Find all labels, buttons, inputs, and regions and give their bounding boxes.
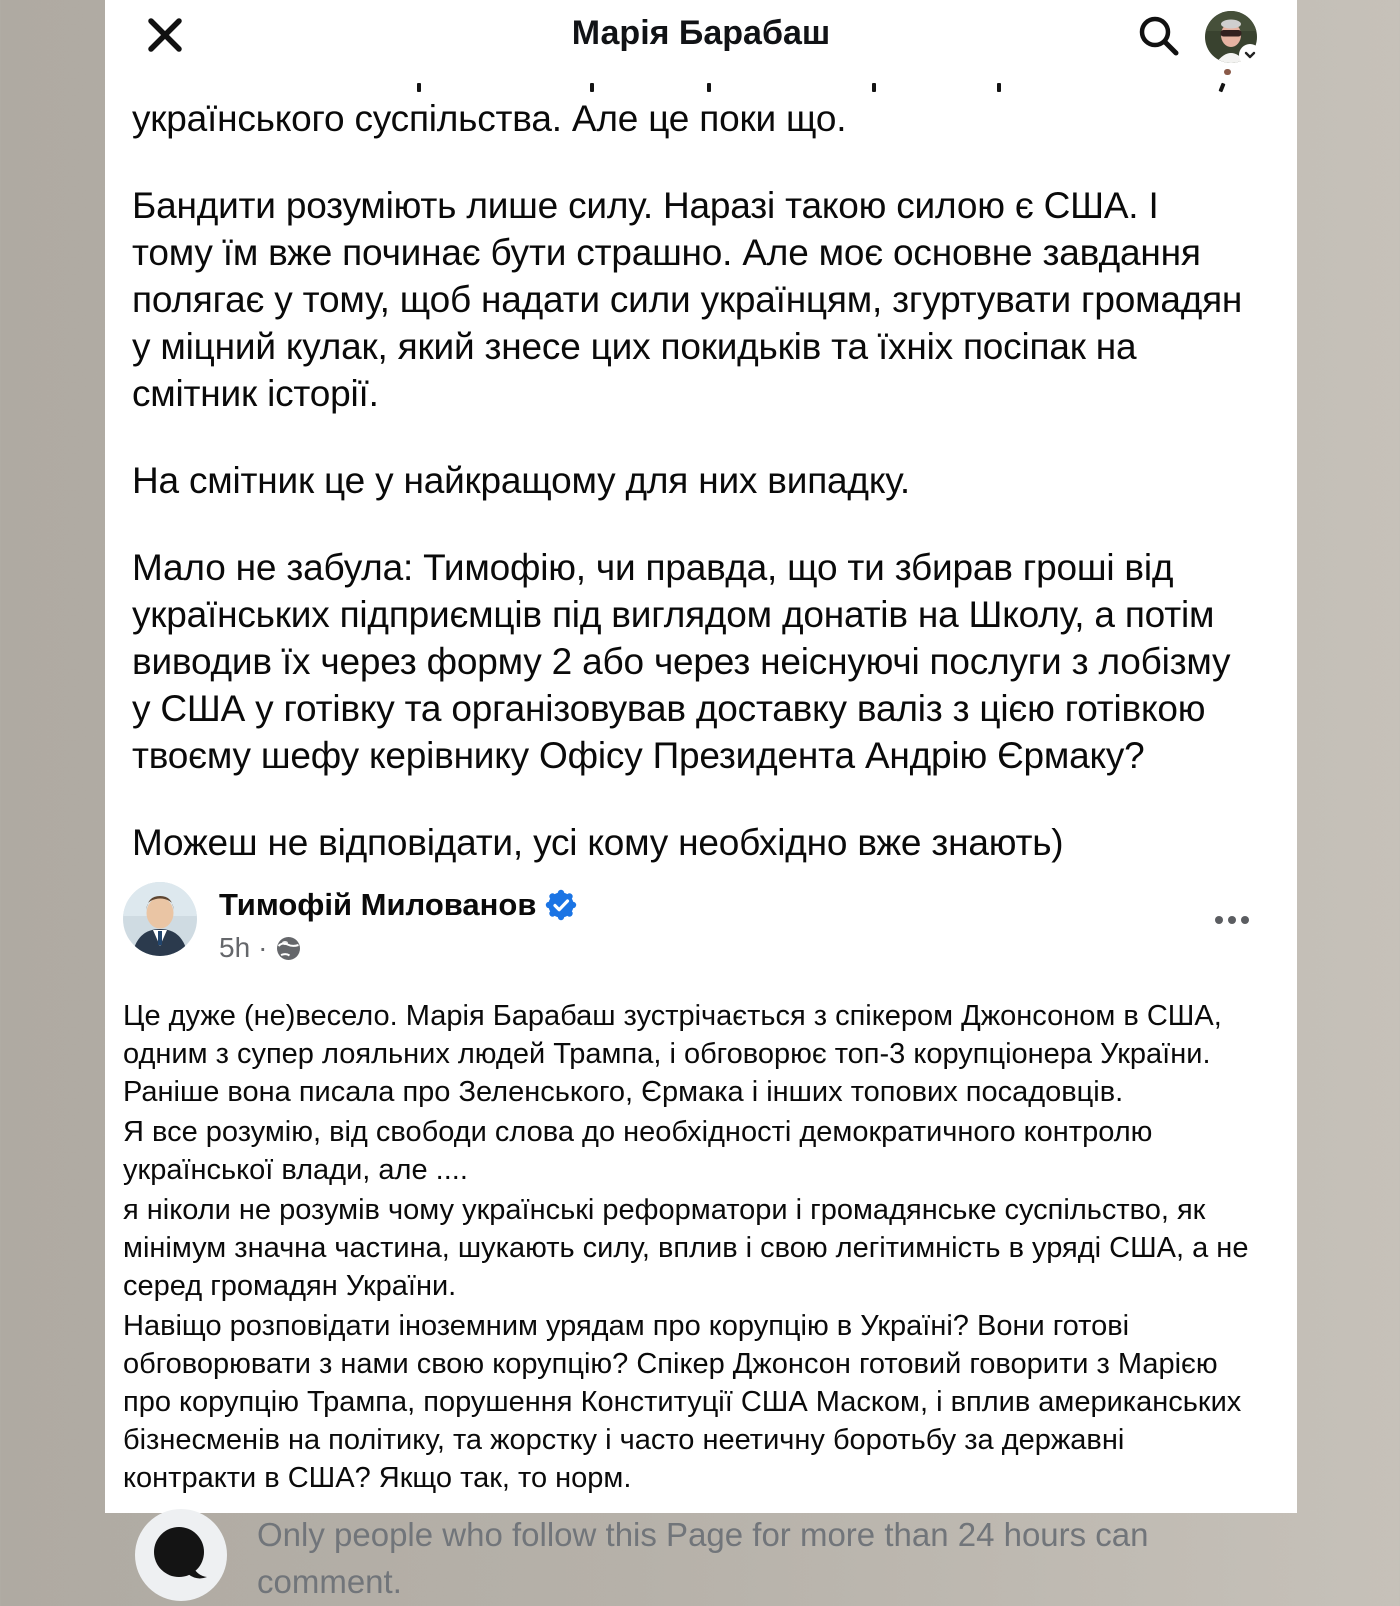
comment-restriction-text: Only people who follow this Page for more than 24 hours can comment. xyxy=(257,1516,1149,1600)
search-button[interactable] xyxy=(1135,12,1183,60)
more-options-button[interactable] xyxy=(1211,912,1253,928)
speech-bubble-icon xyxy=(135,1509,227,1601)
comment-restriction-notice xyxy=(105,1509,1297,1605)
main-post xyxy=(105,64,1297,866)
verified-badge-icon xyxy=(546,890,576,920)
post-viewer-card xyxy=(105,0,1297,1600)
globe-icon xyxy=(275,935,302,962)
embedded-post xyxy=(105,882,1297,1497)
embedded-paragraph: Я все розумію, від свободи слова до необхідності демократичного контролю української влади, але .... xyxy=(123,1116,1153,1186)
chevron-down-icon xyxy=(1239,44,1261,66)
embedded-paragraph: я ніколи не розумів чому українські реформатори і громадянське суспільство, як мінімум значна частина, шукають силу, вплив і свою легітимність в уряді США, а не серед громадян України. xyxy=(123,1194,1249,1302)
author-identity xyxy=(219,882,576,964)
embedded-paragraph: Це дуже (не)весело. Марія Барабаш зустрічається з спікером Джонсоном в США, одним з супер лояльних людей Трампа, і обговорює топ-3 корупціонера України. Раніше вона писала про Зеленського, Єрмака і інших топових посадовців. xyxy=(123,1000,1222,1108)
author-name[interactable]: Тимофій Милованов xyxy=(219,887,537,922)
embedded-paragraph: Навіщо розповідати іноземним урядам про корупцію в Україні? Вони готові обговорювати з нами свою корупцію? Спікер Джонсон готовий говорити з Марією про корупцію Трампа, порушення Конституції США Маском, і вплив американських бізнесменів на політику, та жорстку і часто неетичну боротьбу за державні контракти в США? Якщо так, то норм. xyxy=(123,1310,1242,1494)
post-paragraph: На смітник це у найкращому для них випадку. xyxy=(132,460,910,501)
post-paragraph: Бандити розуміють лише силу. Наразі такою силою є США. І тому їм вже починає бути страшно. Але моє основне завдання полягає у тому, щоб надати сили українцям, згуртувати громадян у міцний кулак, який знесе цих покидьків та їхніх посіпак на смітник історії. xyxy=(132,185,1243,414)
post-paragraph: Можеш не відповідати, усі кому необхідно вже знають) xyxy=(132,822,1064,863)
meta-separator: · xyxy=(258,932,268,963)
search-icon xyxy=(1135,48,1183,63)
timestamp: 5h xyxy=(219,932,251,963)
top-bar xyxy=(105,0,1297,64)
embedded-post-header xyxy=(123,882,1253,964)
post-paragraph: Мало не забула: Тимофію, чи правда, що ти збирав гроші від українських підприємців під виглядом донатів на Школу, а потім виводив їх через форму 2 або через неіснуючі послуги з лобізму у США у готівку та організовував доставку валіз з цією готівкою твоєму шефу керівнику Офісу Президента Андрію Єрмаку? xyxy=(132,547,1231,776)
post-paragraph: українського суспільства. Але це поки що. xyxy=(132,98,847,139)
clipped-text-line xyxy=(132,64,1245,95)
profile-avatar[interactable] xyxy=(1205,11,1257,63)
author-avatar[interactable] xyxy=(123,882,197,956)
page-title: Марія Барабаш xyxy=(571,14,831,52)
post-meta xyxy=(219,932,576,964)
more-options-icon xyxy=(1215,916,1223,924)
embedded-post-body xyxy=(123,997,1253,1497)
